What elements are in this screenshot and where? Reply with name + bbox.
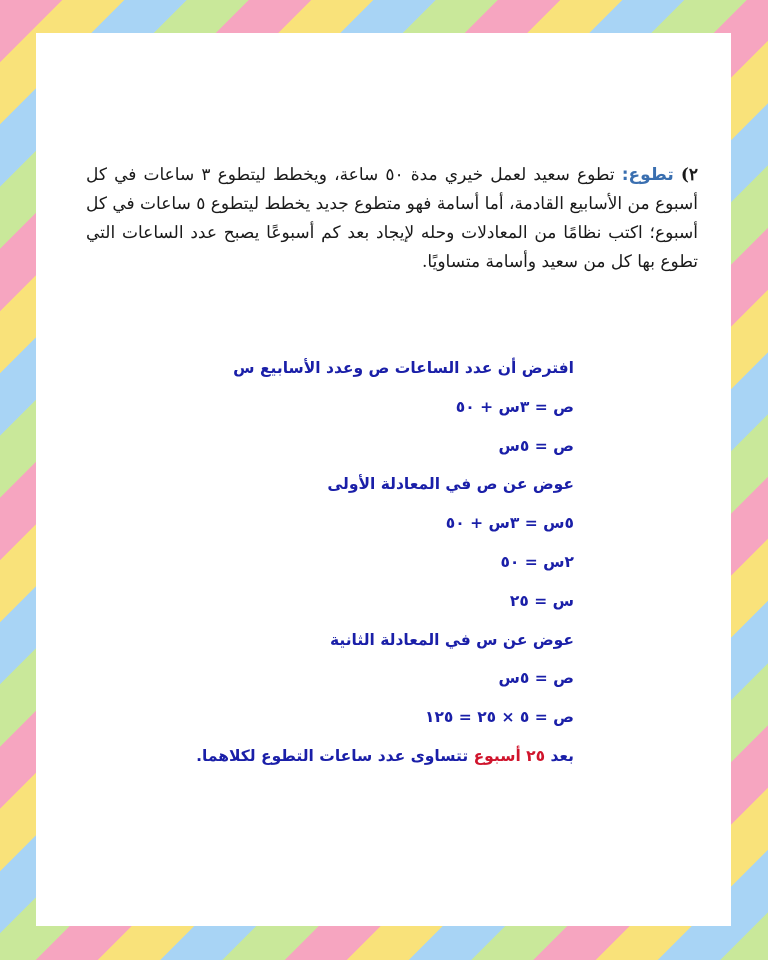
- conclusion-highlight: ٢٥ أسبوع: [473, 746, 546, 765]
- solution-line: ٢س = ٥٠: [500, 552, 574, 571]
- solution-conclusion: [196, 737, 574, 776]
- problem-text: تطوع سعيد لعمل خيري مدة ٥٠ ساعة، ويخطط ليتطوع ٣ ساعات في كل أسبوع من الأسابيع القادمة، أما أسامة فهو متطوع جديد يخطط ليتطوع ٥ ساعات في كل أسبوع؛ اكتب نظامًا من المعادلات وحله لإيجاد بعد كم أسبوعًا يصبح عدد الساعات التي تطوع بها كل من سعيد وأسامة متساويًا.: [85, 165, 698, 272]
- conclusion-post: تتساوى عدد ساعات التطوع لكلاهما.: [196, 746, 474, 765]
- worksheet-card: [36, 33, 731, 926]
- conclusion-pre: بعد: [545, 746, 574, 765]
- solution: [196, 349, 574, 776]
- problem-tag: تطوع:: [621, 165, 674, 185]
- solution-line: افترض أن عدد الساعات ص وعدد الأسابيع س: [233, 359, 574, 377]
- problem-statement: [86, 161, 698, 277]
- solution-line: عوض عن ص في المعادلة الأولى: [327, 475, 574, 494]
- problem-number: ٢): [680, 165, 699, 185]
- solution-line: ص = ٣س + ٥٠: [455, 397, 574, 416]
- solution-line: ص = ٥ × ٢٥ = ١٢٥: [425, 708, 574, 727]
- solution-line: عوض عن س في المعادلة الثانية: [330, 630, 574, 649]
- solution-line: ص = ٥س: [498, 669, 574, 688]
- solution-line: ٥س = ٣س + ٥٠: [445, 514, 574, 533]
- solution-line: س = ٢٥: [509, 591, 574, 610]
- solution-line: ص = ٥س: [498, 436, 574, 455]
